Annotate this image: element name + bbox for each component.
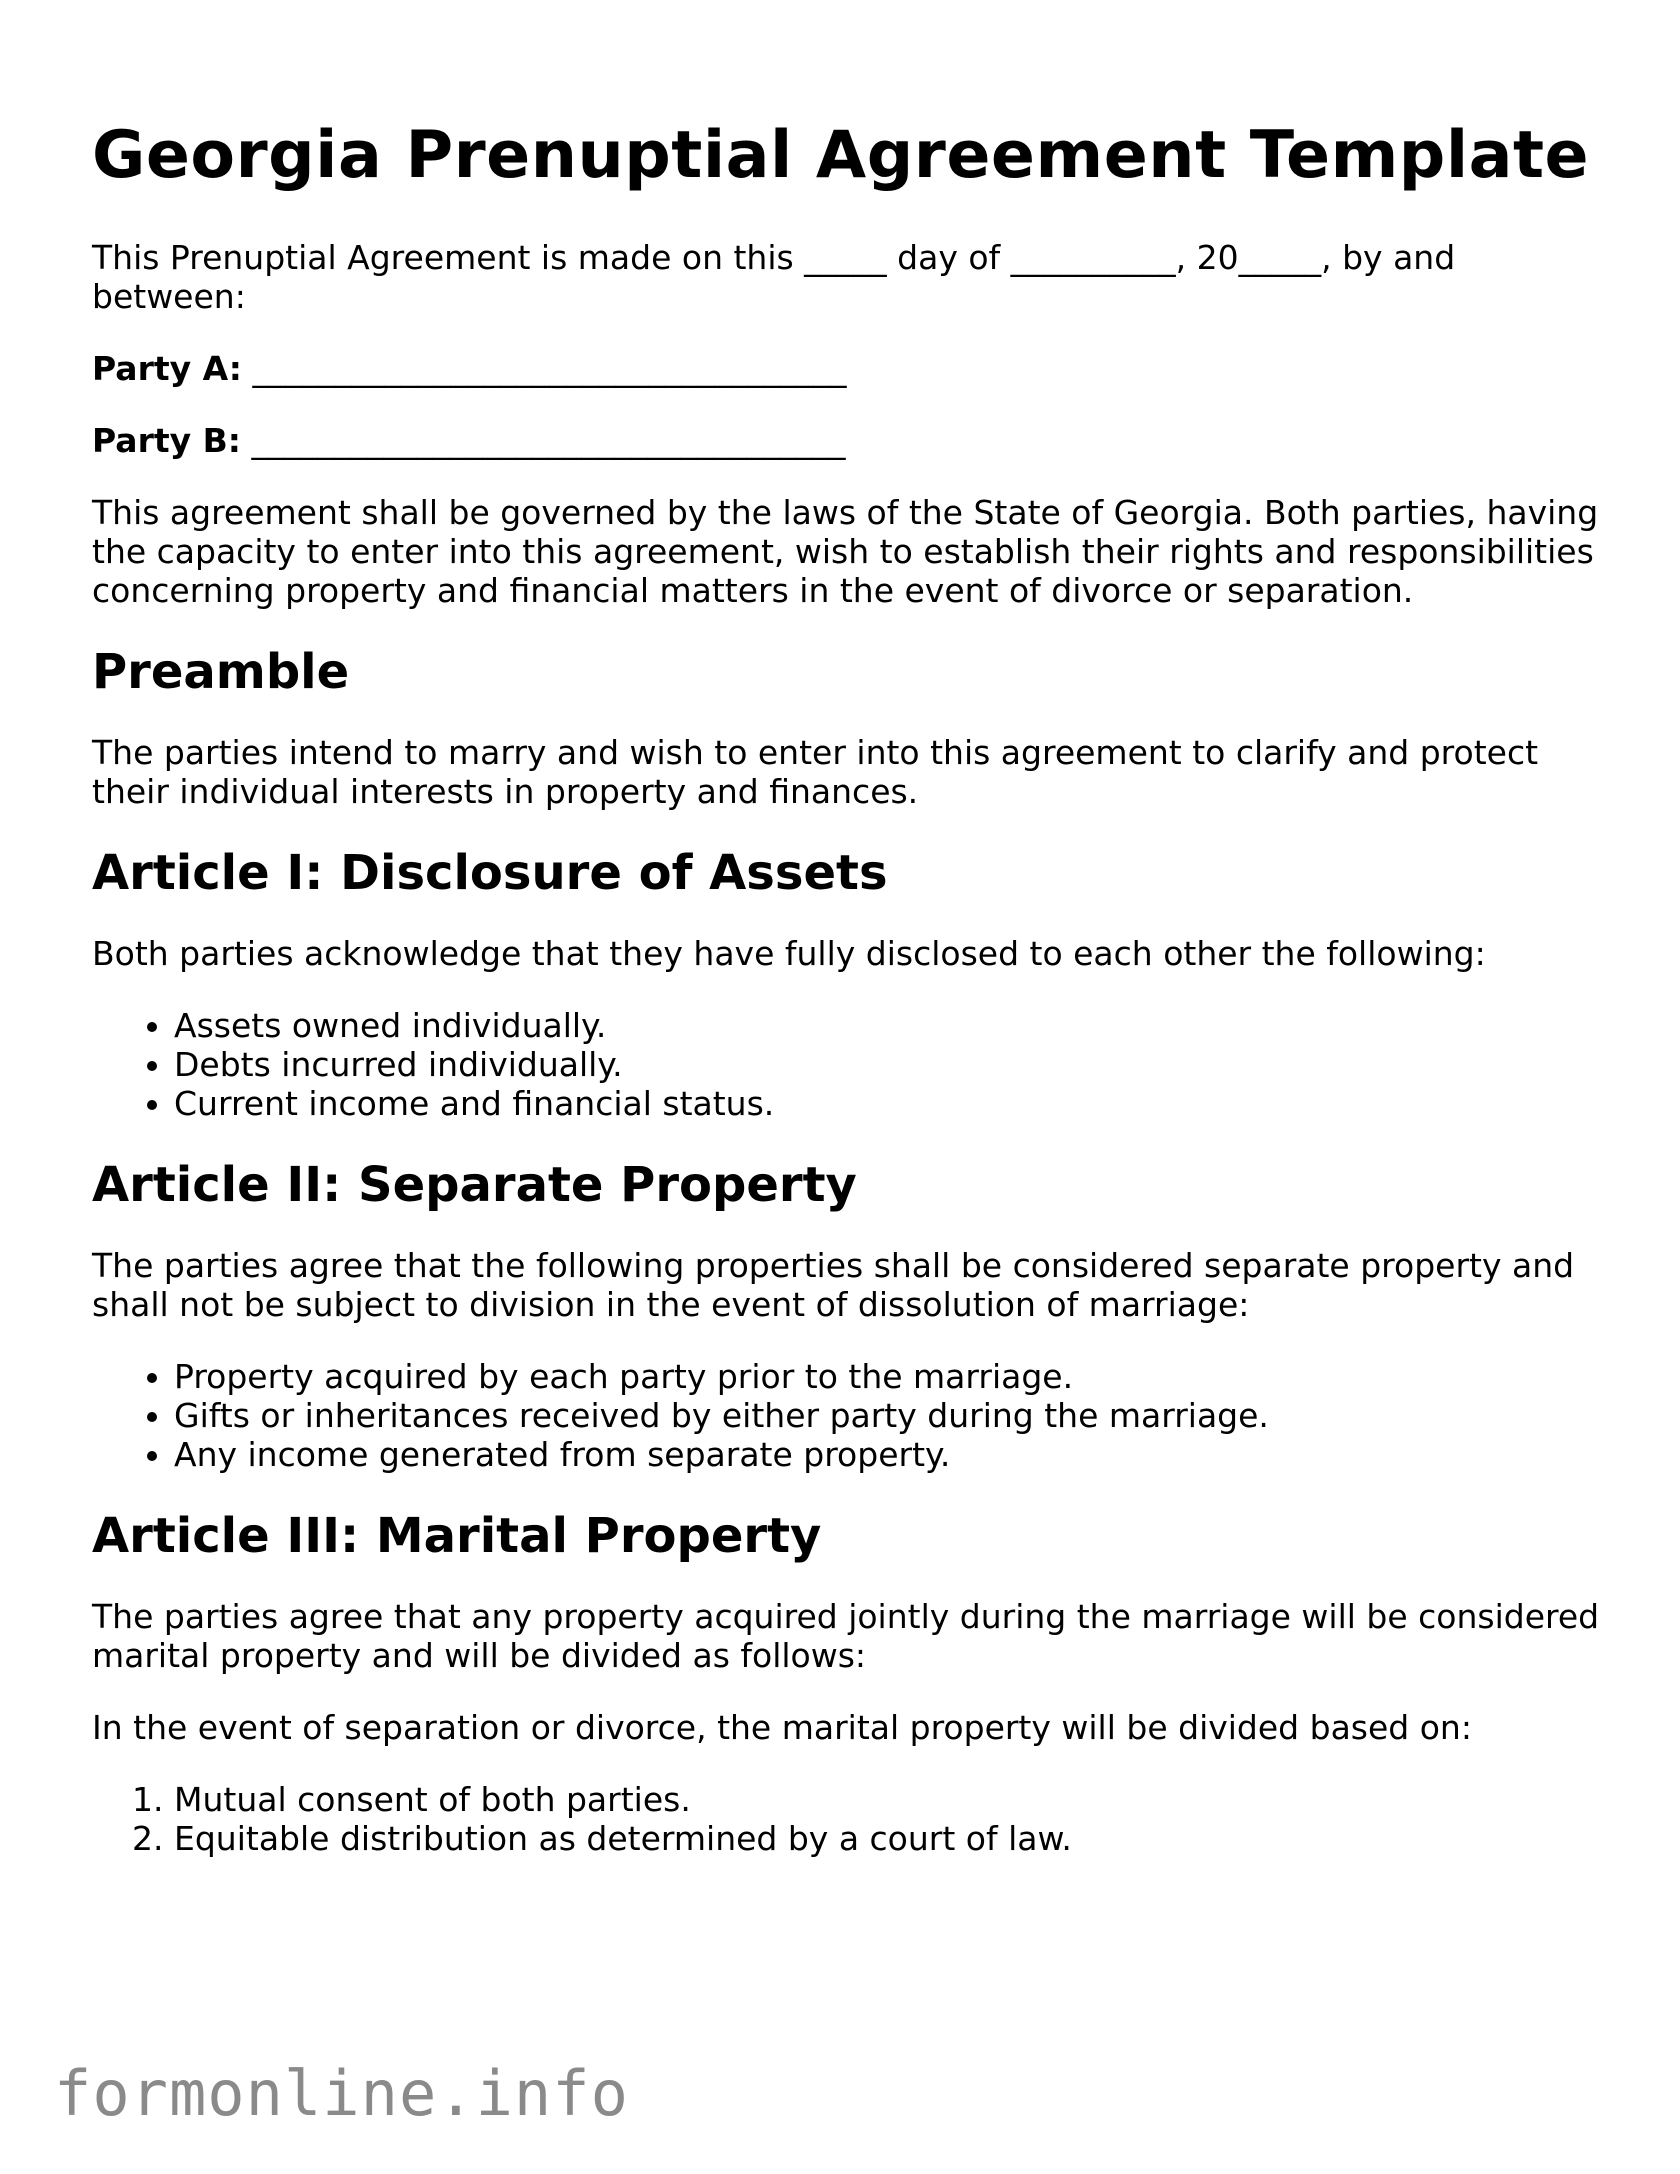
governing-law-paragraph: This agreement shall be governed by the laws of the State of Georgia. Both parties, having the capacity to enter into this agreement, wish to establish their rights and responsibilities concerning property and financial matters in the event of divorce or separation.	[92, 493, 1599, 610]
page-title: Georgia Prenuptial Agreement Template	[92, 118, 1590, 193]
article-3-heading: Article III: Marital Property	[92, 1508, 822, 1564]
party-a-label: Party A:	[92, 349, 242, 388]
article-1-heading: Article I: Disclosure of Assets	[92, 845, 888, 901]
list-item: • Property acquired by each party prior to the marriage.	[174, 1357, 1602, 1396]
party-a-blank: ____________________________________	[252, 349, 847, 388]
article-2-heading: Article II: Separate Property	[92, 1157, 857, 1213]
watermark: formonline.info	[54, 2057, 629, 2130]
party-a-line	[92, 349, 1602, 388]
list-item: 1. Mutual consent of both parties.	[174, 1780, 1602, 1819]
article-2-list	[92, 1357, 1602, 1474]
article-2-text: The parties agree that the following properties shall be considered separate property and shall not be subject to division in the event of dissolution of marriage:	[92, 1246, 1575, 1324]
list-item: 2. Equitable distribution as determined by a court of law.	[174, 1819, 1602, 1858]
article-1-list	[92, 1006, 1602, 1123]
list-item: • Assets owned individually.	[174, 1006, 1602, 1045]
document-page	[92, 118, 1602, 1891]
list-item: • Any income generated from separate property.	[174, 1435, 1602, 1474]
article-3-text: The parties agree that any property acquired jointly during the marriage will be considered marital property and will be divided as follows:	[92, 1597, 1600, 1675]
list-item: • Gifts or inheritances received by either party during the marriage.	[174, 1396, 1602, 1435]
article-3-text-2: In the event of separation or divorce, the marital property will be divided based on:	[92, 1708, 1472, 1747]
party-b-label: Party B:	[92, 421, 241, 460]
preamble-text: The parties intend to marry and wish to enter into this agreement to clarify and protect their individual interests in property and finances.	[92, 733, 1539, 811]
party-b-blank: ____________________________________	[251, 421, 846, 460]
preamble-heading: Preamble	[92, 644, 350, 700]
intro-paragraph: This Prenuptial Agreement is made on this _____ day of __________, 20_____, by and between:	[92, 238, 1456, 316]
list-item: • Current income and financial status.	[174, 1084, 1602, 1123]
article-1-text: Both parties acknowledge that they have fully disclosed to each other the following:	[92, 934, 1486, 973]
list-item: • Debts incurred individually.	[174, 1045, 1602, 1084]
party-b-line	[92, 421, 1602, 460]
article-3-list	[92, 1780, 1602, 1858]
